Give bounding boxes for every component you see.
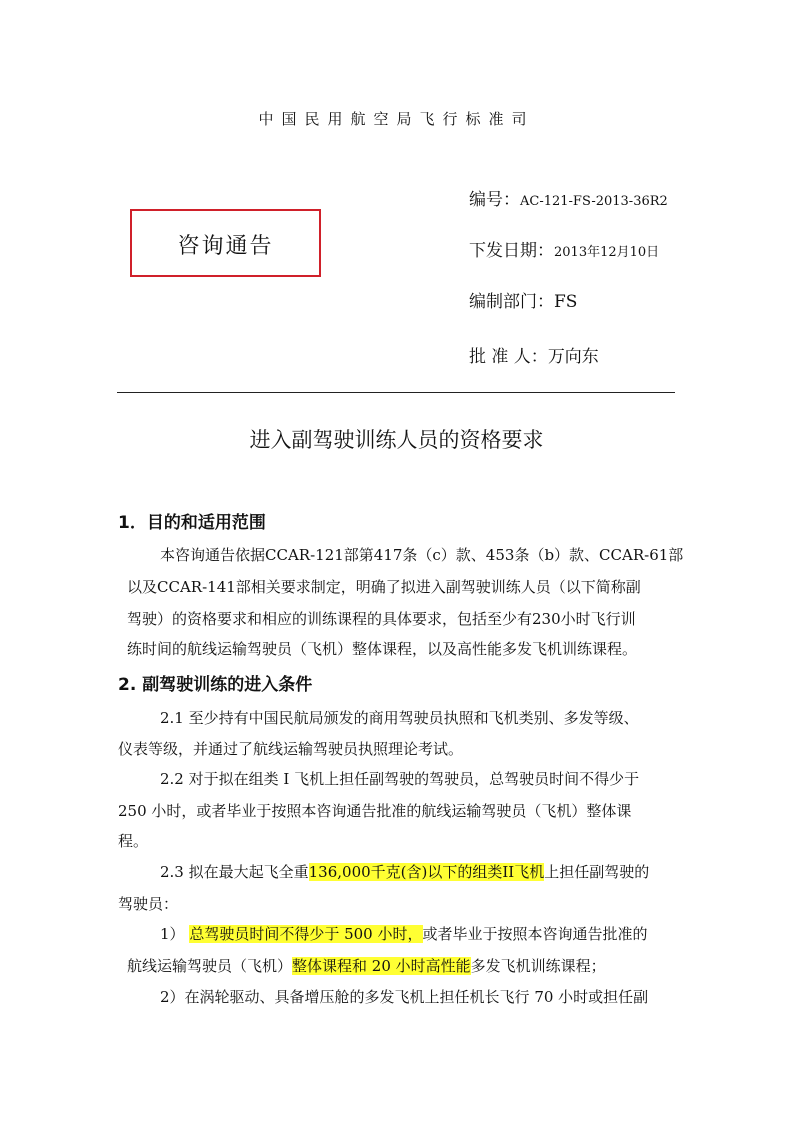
document-title: 进入副驾驶训练人员的资格要求 — [249, 428, 544, 452]
notice-number-label: 编号： — [469, 190, 520, 210]
issue-date — [469, 236, 659, 261]
issuing-agency: 中国民用航空局飞行标准司 — [258, 110, 535, 128]
highlighted-course-requirement: 整体课程和 20 小时高性能 — [292, 957, 471, 975]
clause-2-1-line: 仪表等级，并通过了航线运输驾驶员执照理论考试。 — [118, 740, 464, 758]
clause-2-2-line: 2.2 对于拟在组类 I 飞机上担任副驾驶的驾驶员，总驾驶员时间不得少于 — [160, 770, 640, 788]
section-1-line: 以及CCAR-141部相关要求制定，明确了拟进入副驾驶训练人员（以下简称副 — [127, 578, 641, 596]
clause-2-3-text: 上担任副驾驶的 — [544, 863, 650, 881]
clause-2-1-line: 2.1 至少持有中国民航局颁发的商用驾驶员执照和飞机类别、多发等级、 — [160, 709, 639, 727]
approver-label: 批 准 人： — [469, 347, 548, 367]
approver-value: 万向东 — [547, 347, 599, 367]
notice-number — [469, 185, 668, 210]
item-1-number: 1） — [160, 925, 185, 943]
section-2-heading: 2. 副驾驶训练的进入条件 — [118, 675, 313, 695]
item-1-line — [160, 923, 648, 944]
issue-date-label: 下发日期： — [469, 241, 554, 261]
section-1-line: 本咨询通告依据CCAR-121部第417条（c）款、453条（b）款、CCAR-61部 — [160, 546, 684, 564]
item-1-text: 航线运输驾驶员（飞机） — [127, 957, 293, 975]
highlighted-weight-limit: 136,000千克(含)以下的组类II飞机 — [308, 863, 545, 881]
clause-2-3-line — [160, 861, 649, 882]
section-1-heading: 1．目的和适用范围 — [118, 513, 266, 533]
department-value: FS — [554, 292, 578, 312]
section-1-line: 驾驶）的资格要求和相应的训练课程的具体要求，包括至少有230小时飞行训 — [127, 610, 636, 628]
notice-number-value: AC-121-FS-2013-36R2 — [520, 194, 668, 209]
department-label: 编制部门： — [469, 292, 554, 312]
clause-2-3-text: 2.3 拟在最大起飞全重 — [160, 863, 309, 881]
highlighted-hours-requirement: 总驾驶员时间不得少于 500 小时， — [189, 925, 423, 943]
clause-2-3-line: 驾驶员： — [118, 895, 179, 913]
section-1-line: 练时间的航线运输驾驶员（飞机）整体课程，以及高性能多发飞机训练课程。 — [127, 640, 638, 658]
notice-type-box — [130, 209, 321, 277]
item-2-line: 2）在涡轮驱动、具备增压舱的多发飞机上担任机长飞行 70 小时或担任副 — [160, 988, 649, 1006]
approver — [469, 342, 599, 367]
item-1-line — [127, 955, 606, 976]
notice-type-label: 咨询通告 — [177, 234, 274, 259]
header-divider — [117, 392, 675, 393]
issue-date-value: 2013年12月10日 — [554, 245, 660, 260]
item-1-text: 或者毕业于按照本咨询通告批准的 — [422, 925, 648, 943]
clause-2-2-line: 250 小时，或者毕业于按照本咨询通告批准的航线运输驾驶员（飞机）整体课 — [118, 802, 632, 820]
clause-2-2-line: 程。 — [118, 832, 149, 850]
department — [469, 287, 577, 312]
item-1-text: 多发飞机训练课程； — [470, 957, 606, 975]
